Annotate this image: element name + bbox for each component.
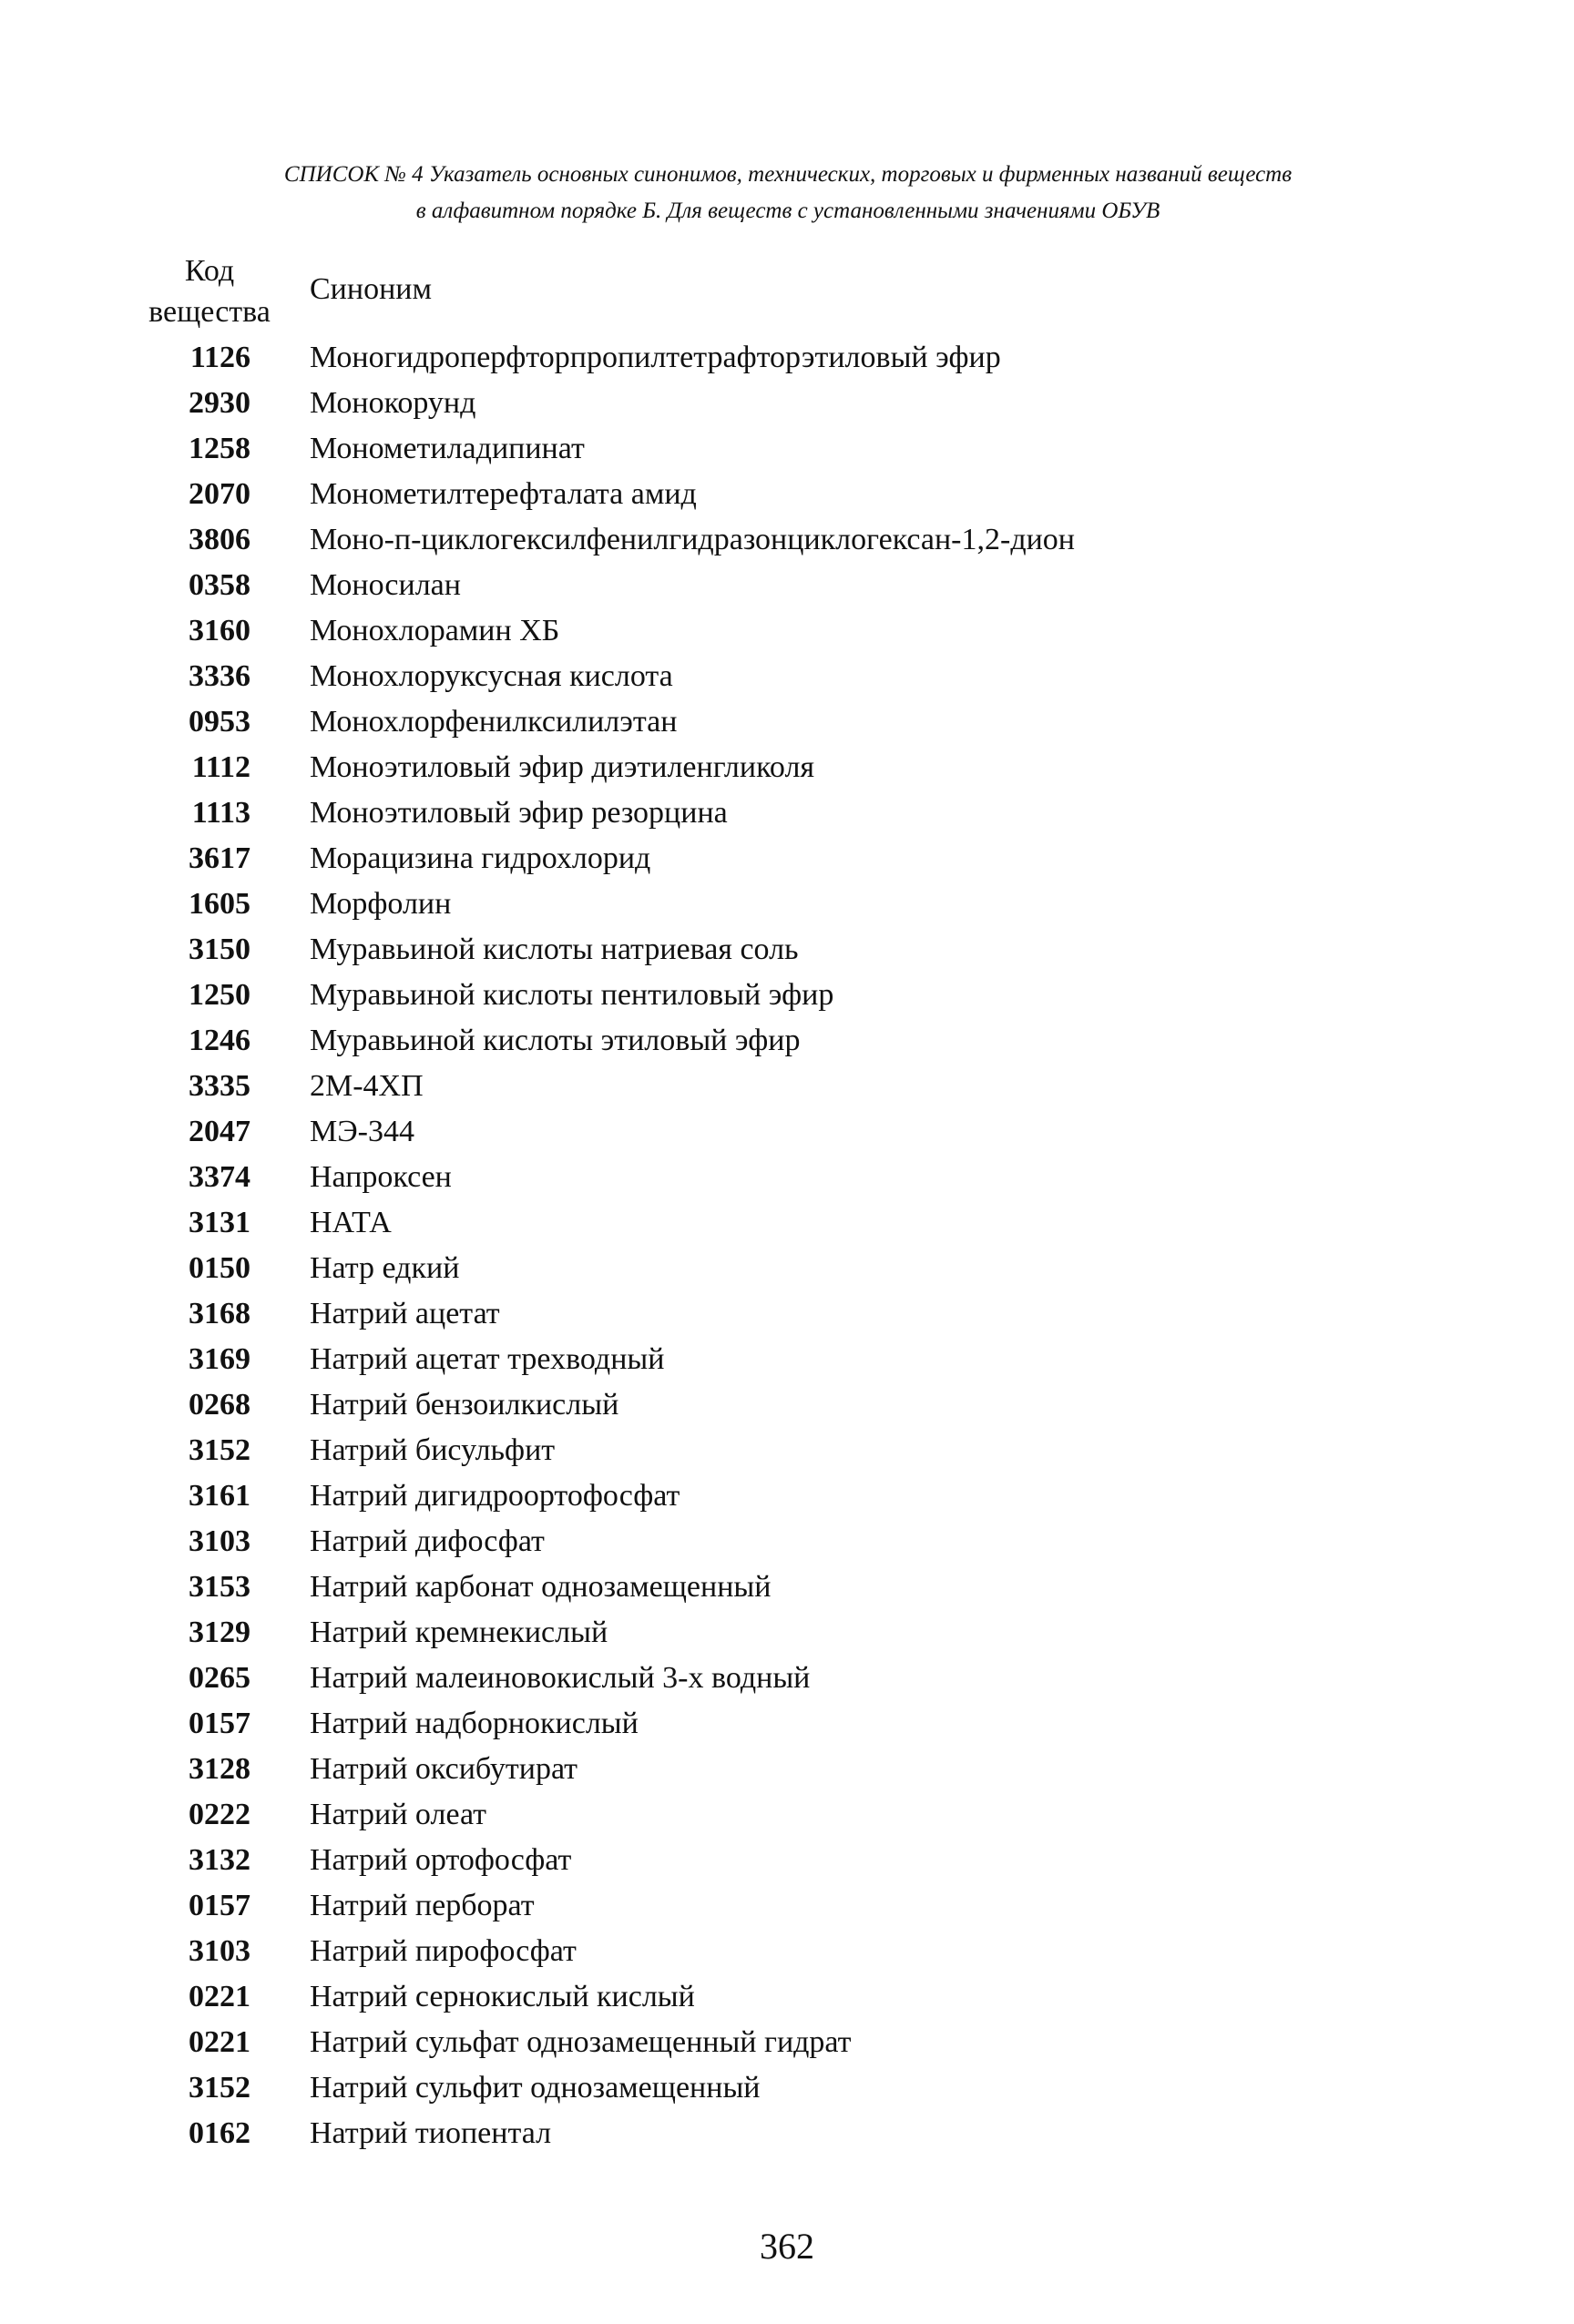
substance-code: 3152 bbox=[189, 1433, 250, 1467]
synonym-name: Моноэтиловый эфир резорцина bbox=[310, 796, 728, 830]
synonym-name: Натрий карбонат однозамещенный bbox=[310, 1570, 772, 1604]
synonym-name: Моноэтиловый эфир диэтиленгликоля bbox=[310, 750, 815, 784]
table-row bbox=[137, 1701, 1457, 1747]
synonym-name: Монохлоруксусная кислота bbox=[310, 659, 673, 693]
substance-code: 3103 bbox=[189, 1524, 250, 1558]
table-row bbox=[137, 1018, 1457, 1064]
substance-code: 2047 bbox=[189, 1115, 250, 1148]
substance-code: 3128 bbox=[189, 1752, 250, 1786]
substance-code: 3374 bbox=[189, 1160, 250, 1194]
substance-code: 3617 bbox=[189, 841, 250, 875]
table-row bbox=[137, 1610, 1457, 1656]
table-row bbox=[137, 335, 1457, 381]
substance-code: 1112 bbox=[191, 750, 250, 784]
synonym-name: Натр едкий bbox=[310, 1251, 460, 1285]
column-header-synonym: Синоним bbox=[310, 272, 432, 306]
synonym-name: Натрий кремнекислый bbox=[310, 1616, 608, 1649]
substance-code: 3161 bbox=[189, 1479, 250, 1513]
table-row bbox=[137, 1200, 1457, 1246]
synonym-name: Монометиладипинат bbox=[310, 432, 585, 465]
table-row bbox=[137, 563, 1457, 608]
table-row bbox=[137, 745, 1457, 790]
table-row bbox=[137, 472, 1457, 517]
table-row bbox=[137, 1428, 1457, 1473]
substance-code: 3168 bbox=[189, 1297, 250, 1330]
table-row bbox=[137, 2020, 1457, 2065]
table-row bbox=[137, 1109, 1457, 1155]
synonym-name: Натрий сернокислый кислый bbox=[310, 1980, 695, 2013]
table-row bbox=[137, 654, 1457, 699]
substance-code: 0221 bbox=[189, 2025, 250, 2059]
substance-code: 1126 bbox=[189, 341, 250, 374]
substance-code: 3336 bbox=[189, 659, 250, 693]
table-header bbox=[137, 250, 1412, 341]
substance-code: 3335 bbox=[189, 1069, 250, 1103]
substance-code: 1246 bbox=[189, 1024, 250, 1057]
table-row bbox=[137, 1656, 1457, 1701]
table-row bbox=[137, 836, 1457, 882]
substance-code: 0162 bbox=[189, 2116, 250, 2150]
synonym-name: Натрий олеат bbox=[310, 1798, 487, 1831]
substance-code: 1258 bbox=[189, 432, 250, 465]
substance-code: 3129 bbox=[189, 1616, 250, 1649]
table-row bbox=[137, 1974, 1457, 2020]
header-line-1: СПИСОК № 4 Указатель основных синонимов, технических, торговых и фирменных названий веществ bbox=[283, 162, 1293, 187]
synonym-name: Монометилтерефталата амид bbox=[310, 477, 697, 511]
substance-code: 0222 bbox=[189, 1798, 250, 1831]
table-row bbox=[137, 1382, 1457, 1428]
synonym-name: НАТА bbox=[310, 1206, 392, 1239]
synonym-name: Натрий малеиновокислый 3-х водный bbox=[310, 1661, 811, 1695]
synonym-name: Моногидроперфторпропилтетрафторэтиловый эфир bbox=[310, 341, 1001, 374]
synonym-name: Натрий бензоилкислый bbox=[310, 1388, 619, 1422]
synonym-name: Монохлорамин ХБ bbox=[310, 614, 560, 647]
synonym-name: Натрий сульфат однозамещенный гидрат bbox=[310, 2025, 852, 2059]
substance-code: 0150 bbox=[189, 1251, 250, 1285]
column-header-code bbox=[137, 250, 282, 332]
substance-code: 1250 bbox=[189, 978, 250, 1012]
synonym-name: Натрий ацетат трехводный bbox=[310, 1342, 665, 1376]
synonym-name: Муравьиной кислоты натриевая соль bbox=[310, 933, 799, 966]
table-row bbox=[137, 1838, 1457, 1883]
synonym-name: Напроксен bbox=[310, 1160, 452, 1194]
table-row bbox=[137, 1155, 1457, 1200]
table-row bbox=[137, 882, 1457, 927]
table-row bbox=[137, 1064, 1457, 1109]
substance-code: 0157 bbox=[189, 1889, 250, 1922]
substance-code: 3160 bbox=[189, 614, 250, 647]
synonym-name: Моно-п-циклогексилфенилгидразонциклогексан-1,2-дион bbox=[310, 523, 1076, 556]
synonym-name: Натрий сульфит однозамещенный bbox=[310, 2071, 761, 2105]
substance-code: 3169 bbox=[189, 1342, 250, 1376]
table-row bbox=[137, 1792, 1457, 1838]
synonym-table-body bbox=[137, 335, 1457, 2156]
table-row bbox=[137, 426, 1457, 472]
synonym-name: Монохлорфенилксилилэтан bbox=[310, 705, 678, 739]
substance-code: 3131 bbox=[189, 1206, 250, 1239]
table-row bbox=[137, 1291, 1457, 1337]
synonym-name: Муравьиной кислоты пентиловый эфир bbox=[310, 978, 834, 1012]
synonym-name: Монокорунд bbox=[310, 386, 476, 420]
synonym-name: Натрий бисульфит bbox=[310, 1433, 556, 1467]
substance-code: 0268 bbox=[189, 1388, 250, 1422]
table-row bbox=[137, 1883, 1457, 1929]
table-row bbox=[137, 1565, 1457, 1610]
substance-code: 3132 bbox=[189, 1843, 250, 1877]
table-row bbox=[137, 1747, 1457, 1792]
table-row bbox=[137, 1473, 1457, 1519]
synonym-name: Натрий тиопентал bbox=[310, 2116, 552, 2150]
substance-code: 3152 bbox=[189, 2071, 250, 2105]
page-header bbox=[137, 157, 1439, 229]
substance-code: 0157 bbox=[189, 1707, 250, 1740]
substance-code: 0265 bbox=[189, 1661, 250, 1695]
substance-code: 3806 bbox=[189, 523, 250, 556]
synonym-name: Моносилан bbox=[310, 568, 461, 602]
substance-code: 3103 bbox=[189, 1934, 250, 1968]
substance-code: 2930 bbox=[189, 386, 250, 420]
substance-code: 3153 bbox=[189, 1570, 250, 1604]
table-row bbox=[137, 608, 1457, 654]
table-row bbox=[137, 790, 1457, 836]
table-row bbox=[137, 1246, 1457, 1291]
synonym-name: Натрий надборнокислый bbox=[310, 1707, 639, 1740]
synonym-name: Муравьиной кислоты этиловый эфир bbox=[310, 1024, 801, 1057]
column-header-code-line-2: вещества bbox=[148, 295, 271, 329]
substance-code: 2070 bbox=[189, 477, 250, 511]
column-header-code-line-1: Код bbox=[184, 254, 235, 288]
substance-code: 1113 bbox=[191, 796, 250, 830]
table-row bbox=[137, 699, 1457, 745]
synonym-name: Морацизина гидрохлорид bbox=[310, 841, 651, 875]
synonym-name: Натрий пирофосфат bbox=[310, 1934, 577, 1968]
table-row bbox=[137, 2111, 1457, 2156]
substance-code: 1605 bbox=[189, 887, 250, 921]
table-row bbox=[137, 927, 1457, 973]
table-row bbox=[137, 1519, 1457, 1565]
table-row bbox=[137, 381, 1457, 426]
substance-code: 3150 bbox=[189, 933, 250, 966]
substance-code: 0358 bbox=[189, 568, 250, 602]
substance-code: 0953 bbox=[189, 705, 250, 739]
table-row bbox=[137, 517, 1457, 563]
synonym-name: 2М-4ХП bbox=[310, 1069, 424, 1103]
synonym-name: Морфолин bbox=[310, 887, 452, 921]
synonym-name: Натрий дигидроортофосфат bbox=[310, 1479, 680, 1513]
substance-code: 0221 bbox=[189, 1980, 250, 2013]
synonym-name: Натрий ацетат bbox=[310, 1297, 500, 1330]
table-row bbox=[137, 2065, 1457, 2111]
synonym-name: Натрий дифосфат bbox=[310, 1524, 545, 1558]
synonym-name: МЭ-344 bbox=[310, 1115, 414, 1148]
table-row bbox=[137, 973, 1457, 1018]
table-row bbox=[137, 1337, 1457, 1382]
synonym-name: Натрий ортофосфат bbox=[310, 1843, 572, 1877]
header-line-2: в алфавитном порядке Б. Для веществ с установленными значениями ОБУВ bbox=[415, 199, 1160, 223]
synonym-name: Натрий оксибутират bbox=[310, 1752, 578, 1786]
table-row bbox=[137, 1929, 1457, 1974]
page-number: 362 bbox=[760, 2226, 814, 2267]
synonym-name: Натрий перборат bbox=[310, 1889, 535, 1922]
